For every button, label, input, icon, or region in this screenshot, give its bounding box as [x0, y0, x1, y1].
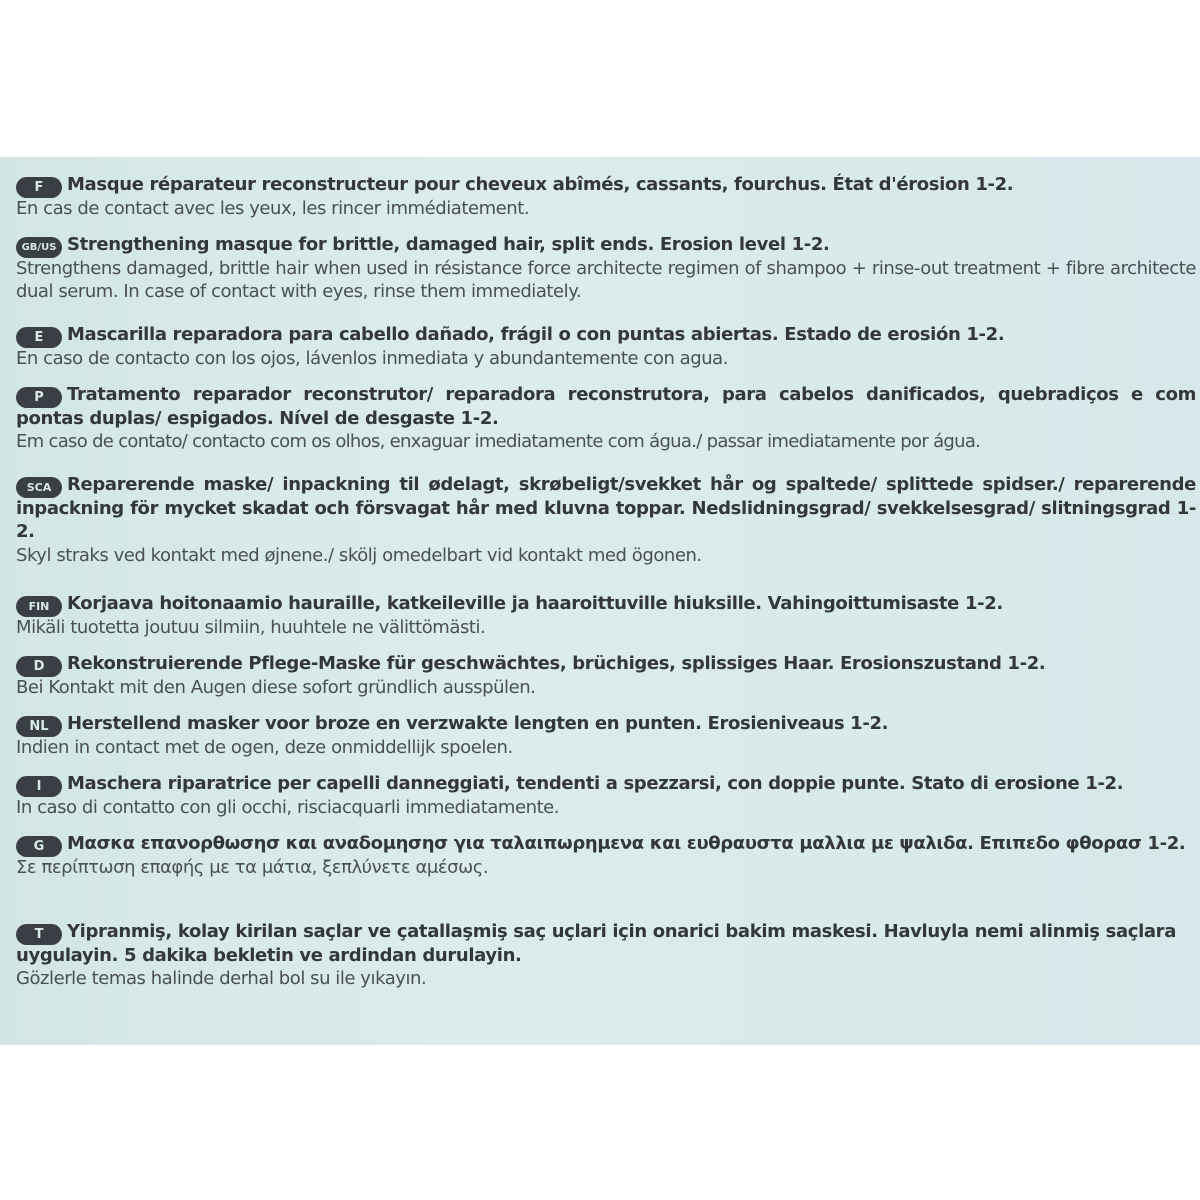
section-german — [16, 652, 1196, 712]
section-heading: Tratamento reparador reconstrutor/ reparadora reconstrutora, para cabelos danificados, quebradiços e com pontas duplas/ espigados. Nível de desgaste 1-2. — [16, 384, 1196, 429]
section-spanish — [16, 323, 1196, 383]
section-english — [16, 233, 1196, 323]
section-body: En caso de contacto con los ojos, lávenlos inmediata y abundantemente con agua. — [16, 347, 729, 369]
language-badge-icon: T — [16, 924, 62, 945]
section-french — [16, 173, 1196, 233]
section-heading: Mascarilla reparadora para cabello dañado, frágil o con puntas abiertas. Estado de erosión 1-2. — [67, 324, 1005, 345]
section-body: Em caso de contato/ contacto com os olhos, enxaguar imediatamente com água./ passar imediatamente por água. — [16, 431, 981, 452]
section-heading: Reparerende maske/ inpackning til ødelagt, skrøbeligt/svekket hår og spaltede/ splittede spidser./ reparerende inpackning för mycket skadat och försvagat hår med kluvna toppar. Nedslidningsgrad/ svekkelsesgrad/ slitningsgrad 1-2. — [16, 474, 1196, 542]
language-badge-icon: GB/US — [16, 237, 62, 258]
section-body: En cas de contact avec les yeux, les rincer immédiatement. — [16, 197, 530, 219]
section-heading: Rekonstruierende Pflege-Maske für geschwächtes, brüchiges, splissiges Haar. Erosionszustand 1-2. — [67, 653, 1046, 674]
section-body: Σε περίπτωση επαφής με τα μάτια, ξεπλύνετε αμέσως. — [16, 856, 489, 878]
product-label-panel — [0, 157, 1200, 1045]
section-finnish — [16, 592, 1196, 652]
section-heading: Korjaava hoitonaamio hauraille, katkeileville ja haaroittuville hiuksille. Vahingoittumisaste 1-2. — [67, 593, 1003, 614]
section-portuguese — [16, 383, 1196, 473]
section-body: Mikäli tuotetta joutuu silmiin, huuhtele ne välittömästi. — [16, 616, 486, 638]
section-dutch — [16, 712, 1196, 772]
section-heading: Μασκα επανορθωσησ και αναδομησησ για ταλαιπωρημενα και ευθραυστα μαλλια με ψαλιδα. Επιπεδο φθορασ 1-2. — [67, 833, 1186, 854]
multilingual-instructions — [16, 173, 1196, 1010]
section-body: Gözlerle temas halinde derhal bol su ile yıkayın. — [16, 968, 427, 989]
language-badge-icon: SCA — [16, 477, 62, 498]
section-body: Skyl straks ved kontakt med øjnene./ skölj omedelbart vid kontakt med ögonen. — [16, 544, 702, 566]
language-badge-icon: FIN — [16, 596, 62, 617]
language-badge-icon: I — [16, 776, 62, 797]
language-badge-icon: E — [16, 327, 62, 348]
language-badge-icon: NL — [16, 716, 62, 737]
language-badge-icon: G — [16, 836, 62, 857]
section-italian — [16, 772, 1196, 832]
section-scandinavian — [16, 473, 1196, 592]
section-heading: Strengthening masque for brittle, damaged hair, split ends. Erosion level 1-2. — [67, 234, 830, 255]
section-heading: Herstellend masker voor broze en verzwakte lengten en punten. Erosieniveaus 1-2. — [67, 713, 889, 734]
section-greek — [16, 832, 1196, 920]
language-badge-icon: P — [16, 387, 62, 408]
section-heading: Masque réparateur reconstructeur pour cheveux abîmés, cassants, fourchus. État d'érosion 1-2. — [67, 174, 1014, 195]
language-badge-icon: D — [16, 656, 62, 677]
section-turkish — [16, 920, 1196, 1010]
section-heading: Maschera riparatrice per capelli danneggiati, tendenti a spezzarsi, con doppie punte. Stato di erosione 1-2. — [67, 773, 1124, 794]
language-badge-icon: F — [16, 177, 62, 198]
section-body: In caso di contatto con gli occhi, risciacquarli immediatamente. — [16, 796, 560, 818]
section-body: Strengthens damaged, brittle hair when used in résistance force architecte regimen of shampoo + rinse-out treatment + fibre architecte dual serum. In case of contact with eyes, rinse them immediately. — [16, 257, 1196, 302]
section-body: Indien in contact met de ogen, deze onmiddellijk spoelen. — [16, 736, 513, 758]
section-body: Bei Kontakt mit den Augen diese sofort gründlich ausspülen. — [16, 676, 536, 698]
section-heading: Yipranmiş, kolay kirilan saçlar ve çatallaşmiş saç uçlari için onarici bakim maskesi. Havluyla nemi alinmiş saçlara uygulayin. 5 dakika bekletin ve ardindan durulayin. — [16, 921, 1177, 966]
